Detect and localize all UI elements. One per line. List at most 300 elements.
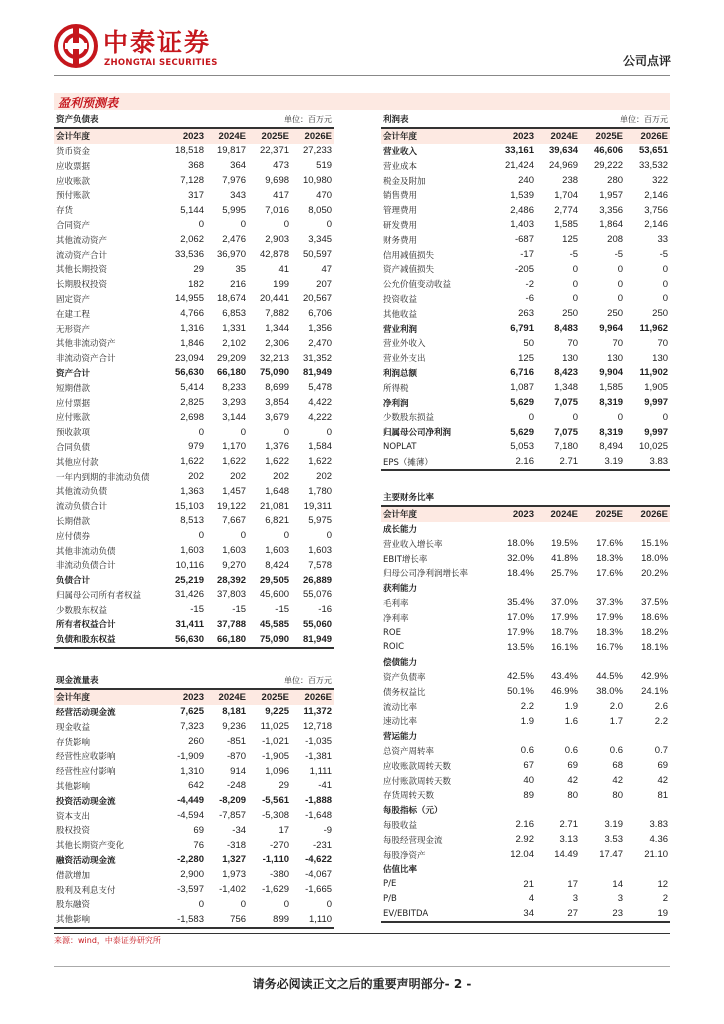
income-statement-cell: 208 — [607, 234, 624, 246]
balance-sheet-cell: 202 — [230, 471, 247, 483]
income-statement-cell: 2,486 — [510, 204, 534, 216]
income-statement-row-label: 营业收入 — [383, 146, 418, 157]
financial-ratios-row-label: 速动比率 — [383, 717, 418, 728]
balance-sheet-cell: 56,630 — [164, 632, 206, 648]
income-statement-row — [381, 203, 670, 218]
balance-sheet-row-label: 归属母公司所有者权益 — [56, 590, 142, 601]
income-statement-cell: 53,651 — [638, 145, 669, 157]
financial-ratios-cell: 50.1% — [507, 686, 534, 698]
income-statement-column-header: 会计年度 — [381, 128, 492, 144]
income-statement-row-label: 财务费用 — [383, 235, 418, 246]
cash-flow-cell: -4,067 — [305, 869, 333, 881]
financial-ratios-cell — [580, 862, 625, 877]
income-statement-cell: 46,606 — [593, 145, 624, 157]
income-statement-cell: 0 — [617, 411, 624, 423]
balance-sheet-cell: 1,622 — [265, 456, 290, 468]
financial-ratios-cell — [625, 581, 670, 596]
income-statement-cell: 3,356 — [599, 204, 624, 216]
cash-flow-row-label: 股东融资 — [56, 900, 91, 911]
cash-flow-cell: 914 — [230, 765, 247, 777]
financial-ratios-row — [381, 625, 670, 640]
financial-ratios-cell: 16.7% — [596, 641, 623, 653]
income-statement-cell: 0 — [662, 411, 669, 423]
cash-flow-row — [54, 734, 334, 749]
financial-ratios-cell — [580, 655, 625, 670]
financial-ratios-cell: 37.0% — [551, 597, 578, 609]
balance-sheet-row — [54, 425, 334, 440]
cash-flow-cell: -4,594 — [177, 810, 204, 822]
cash-flow-cell: -1,665 — [305, 884, 333, 896]
income-statement-cell: 70 — [567, 337, 579, 349]
financial-ratios-cell: 21.10 — [644, 849, 669, 861]
income-statement-cell: 10,025 — [638, 441, 669, 453]
income-statement-cell: 2.16 — [492, 454, 536, 470]
balance-sheet-row-label: 在建工程 — [56, 309, 91, 320]
balance-sheet-table — [54, 112, 334, 649]
financial-ratios-cell: 4.36 — [649, 834, 669, 846]
cash-flow-cell: -380 — [270, 869, 290, 881]
income-statement-cell: 9,997 — [644, 397, 669, 409]
income-statement-row-label: 税金及附加 — [383, 176, 426, 187]
financial-ratios-cell: 20.2% — [641, 567, 669, 579]
income-statement-row-label: 资产减值损失 — [383, 265, 435, 276]
income-statement-row-label: 净利润 — [383, 398, 409, 409]
income-statement-row-label: 研发费用 — [383, 220, 418, 231]
financial-ratios-cell: 3.19 — [604, 819, 623, 831]
balance-sheet-row — [54, 410, 334, 425]
financial-ratios-row-label: 每股指标（元） — [383, 806, 443, 817]
financial-ratios-cell: 17.9% — [551, 612, 578, 624]
balance-sheet-row — [54, 173, 334, 188]
balance-sheet-cell: 343 — [230, 189, 247, 201]
balance-sheet-cell: 56,630 — [174, 367, 204, 379]
balance-sheet-cell: 29,505 — [259, 574, 290, 586]
balance-sheet-row — [54, 632, 334, 648]
balance-sheet-cell: 9,270 — [222, 559, 247, 571]
income-statement-row — [381, 144, 670, 159]
cash-flow-table — [54, 673, 334, 929]
financial-ratios-cell — [580, 522, 625, 537]
balance-sheet-cell: 0 — [198, 530, 204, 542]
cash-flow-cell: 12,718 — [302, 721, 333, 733]
income-statement-table — [381, 112, 670, 471]
financial-ratios-cell: 2.0 — [609, 701, 623, 713]
income-statement-cell: 280 — [607, 175, 624, 187]
financial-ratios-cell: 13.5% — [507, 641, 534, 653]
balance-sheet-cell: 9,698 — [265, 175, 290, 187]
cash-flow-header-row — [54, 689, 334, 705]
income-statement-cell: 33,532 — [638, 160, 669, 172]
financial-ratios-cell: 19 — [625, 906, 670, 922]
balance-sheet-cell: 6,706 — [308, 308, 333, 320]
balance-sheet-row-label: 货币资金 — [56, 146, 91, 157]
financial-ratios-cell: 1.7 — [609, 715, 623, 727]
balance-sheet-row — [54, 262, 334, 277]
financial-ratios-cell: 14.49 — [554, 849, 578, 861]
cash-flow-cell: 1,973 — [222, 869, 247, 881]
cash-flow-cell: -231 — [313, 839, 333, 851]
balance-sheet-row — [54, 558, 334, 573]
balance-sheet-cell: 4,422 — [308, 397, 333, 409]
balance-sheet-row-label: 非流动负债合计 — [56, 561, 116, 572]
financial-ratios-cell: 80 — [567, 789, 578, 801]
income-statement-cell: -6 — [525, 293, 534, 305]
balance-sheet-cell: 20,441 — [259, 293, 290, 305]
cash-flow-cell: -8,209 — [219, 795, 247, 807]
balance-sheet-cell: 368 — [188, 160, 204, 172]
cash-flow-cell: 11,372 — [303, 706, 333, 718]
cash-flow-cell: -1,381 — [305, 750, 333, 762]
cash-flow-cell: 11,025 — [260, 721, 290, 733]
balance-sheet-column-header: 2026E — [291, 128, 334, 144]
balance-sheet-cell: 2,102 — [222, 337, 247, 349]
income-statement-column-header: 2026E — [625, 128, 670, 144]
income-statement-cell: 250 — [652, 308, 669, 320]
balance-sheet-cell: 1,603 — [265, 545, 290, 556]
balance-sheet-cell: 31,352 — [302, 352, 333, 364]
financial-ratios-cell: 0.6 — [520, 745, 534, 757]
income-statement-cell: -687 — [514, 234, 534, 246]
balance-sheet-row-label: 其他流动负债 — [56, 487, 108, 498]
balance-sheet-cell: 0 — [198, 219, 204, 231]
balance-sheet-row-label: 应付票据 — [56, 398, 91, 409]
financial-ratios-row-label: 净利率 — [383, 613, 409, 624]
financial-ratios-row — [381, 788, 670, 803]
balance-sheet-cell: -15 — [190, 604, 204, 616]
cash-flow-cell: 17 — [278, 824, 290, 836]
cash-flow-row-label: 借款增加 — [56, 870, 91, 881]
balance-sheet-cell: 1,603 — [222, 545, 247, 556]
income-statement-cell: 24,969 — [548, 160, 579, 172]
balance-sheet-row — [54, 469, 334, 484]
financial-ratios-cell: 40 — [523, 775, 534, 787]
balance-sheet-row-label: 其他应付款 — [56, 457, 99, 468]
financial-ratios-cell — [625, 522, 670, 537]
income-statement-row-label: 利润总额 — [383, 368, 418, 379]
balance-sheet-row-label: 长期股权投资 — [56, 280, 108, 291]
cash-flow-unit: 单位：百万元 — [248, 673, 334, 689]
balance-sheet-cell: 18,518 — [174, 145, 204, 157]
financial-ratios-row-label: ROE — [383, 627, 401, 638]
cash-flow-cell: -1,402 — [219, 884, 247, 896]
income-statement-cell: 9,997 — [644, 426, 669, 438]
income-statement-row-label: 管理费用 — [383, 206, 418, 217]
cash-flow-cell: 7,323 — [180, 721, 204, 733]
balance-sheet-cell: 22,371 — [259, 145, 290, 157]
financial-ratios-row-label: 应付账款周转天数 — [383, 776, 452, 787]
cash-flow-row — [54, 867, 334, 882]
balance-sheet-cell: 19,817 — [216, 145, 247, 157]
financial-ratios-cell: 89 — [523, 789, 534, 801]
cash-flow-cell: -5,308 — [262, 810, 290, 822]
page-header — [0, 0, 724, 90]
balance-sheet-cell: 0 — [326, 219, 333, 231]
financial-ratios-cell: 42.5% — [507, 671, 534, 683]
balance-sheet-row — [54, 440, 334, 455]
balance-sheet-cell: 207 — [316, 278, 333, 290]
cash-flow-row — [54, 882, 334, 897]
balance-sheet-cell: 1,331 — [222, 323, 247, 335]
financial-ratios-cell: 17.6% — [596, 567, 623, 579]
financial-ratios-cell: 37.5% — [641, 597, 669, 609]
financial-ratios-cell: 17.9% — [507, 627, 534, 639]
balance-sheet-cell: 216 — [230, 278, 247, 290]
financial-ratios-row-label: 成长能力 — [383, 524, 418, 535]
income-statement-cell: 0 — [572, 263, 579, 275]
balance-sheet-cell: 1,780 — [308, 485, 333, 497]
balance-sheet-row — [54, 395, 334, 410]
cash-flow-column-header: 2024E — [206, 689, 248, 705]
balance-sheet-cell: 1,622 — [180, 456, 204, 468]
balance-sheet-cell: 26,889 — [302, 574, 333, 586]
balance-sheet-cell: 199 — [273, 278, 290, 290]
financial-ratios-cell: 4 — [528, 893, 534, 905]
financial-ratios-cell: 18.0% — [507, 538, 534, 550]
income-statement-cell: 1,585 — [599, 382, 624, 394]
income-statement-cell: 1,864 — [599, 219, 624, 231]
cash-flow-row-label: 股权投资 — [56, 826, 91, 837]
income-statement-cell: 7,075 — [554, 426, 579, 438]
cash-flow-row — [54, 912, 334, 928]
cash-flow-cell: -870 — [227, 750, 247, 762]
cash-flow-cell: 0 — [326, 898, 333, 910]
balance-sheet-cell: 5,995 — [222, 204, 247, 216]
page-footer: 请务必阅读正文之后的重要声明部分- 2 - — [252, 977, 472, 991]
income-statement-cell: 322 — [652, 175, 669, 187]
income-statement-cell: 130 — [652, 352, 669, 364]
balance-sheet-row — [54, 158, 334, 173]
financial-ratios-header-row — [381, 506, 670, 522]
balance-sheet-cell: 20,567 — [302, 293, 333, 305]
financial-ratios-cell: 18.3% — [596, 553, 623, 565]
balance-sheet-cell: 4,766 — [180, 308, 204, 320]
balance-sheet-row-label: 合同资产 — [56, 220, 91, 231]
financial-ratios-cell — [492, 803, 536, 818]
income-statement-row-label: 少数股东损益 — [383, 413, 435, 424]
income-statement-row-label: NOPLAT — [383, 441, 417, 452]
balance-sheet-cell: 0 — [198, 426, 204, 438]
balance-sheet-row — [54, 380, 334, 395]
financial-ratios-cell: 25.7% — [551, 567, 578, 579]
income-statement-row — [381, 336, 670, 351]
cash-flow-row — [54, 705, 334, 720]
balance-sheet-cell: 0 — [326, 530, 333, 542]
balance-sheet-row — [54, 366, 334, 381]
financial-ratios-cell: 42 — [612, 775, 623, 787]
financial-ratios-cell: 44.5% — [596, 671, 623, 683]
balance-sheet-row-label: 应付账款 — [56, 413, 91, 424]
financial-ratios-row — [381, 536, 670, 551]
balance-sheet-cell: 7,128 — [180, 175, 204, 187]
income-statement-column-header: 2023 — [492, 128, 536, 144]
balance-sheet-cell: 1,363 — [180, 485, 204, 497]
financial-ratios-cell — [536, 655, 580, 670]
financial-ratios-cell — [492, 862, 536, 877]
financial-ratios-cell: 19.5% — [551, 538, 578, 550]
balance-sheet-row-label: 一年内到期的非流动负债 — [56, 472, 150, 483]
balance-sheet-unit: 单位：百万元 — [248, 112, 334, 128]
balance-sheet-cell: 202 — [188, 471, 204, 483]
cash-flow-cell: -4,449 — [177, 795, 204, 807]
income-statement-cell: 0 — [572, 411, 579, 423]
cash-flow-row — [54, 823, 334, 838]
financial-ratios-row — [381, 758, 670, 773]
financial-ratios-cell: 3.83 — [649, 819, 669, 831]
balance-sheet-cell: 2,062 — [180, 234, 204, 246]
income-statement-cell: 1,403 — [510, 219, 534, 231]
income-statement-row — [381, 306, 670, 321]
income-statement-title-row — [381, 112, 670, 128]
document-type: 公司点评 — [622, 54, 671, 68]
income-statement-cell: 0 — [662, 293, 669, 305]
income-statement-row-label: 信用减值损失 — [383, 250, 435, 261]
balance-sheet-cell: 3,144 — [222, 411, 247, 423]
financial-ratios-row — [381, 699, 670, 714]
cash-flow-cell: 2,900 — [180, 869, 204, 881]
financial-ratios-cell: 2.2 — [654, 715, 669, 727]
income-statement-row — [381, 380, 670, 395]
financial-ratios-row — [381, 596, 670, 611]
cash-flow-row — [54, 749, 334, 764]
cash-flow-row-label: 投资活动现金流 — [56, 796, 116, 807]
financial-ratios-row-label: EV/EBITDA — [381, 906, 492, 922]
financial-ratios-row-label: 总资产周转率 — [383, 746, 435, 757]
income-statement-unit: 单位：百万元 — [580, 112, 670, 128]
financial-ratios-cell: 15.1% — [641, 538, 669, 550]
balance-sheet-row — [54, 484, 334, 499]
financial-ratios-cell: 1.9 — [564, 701, 578, 713]
balance-sheet-cell: 27,233 — [302, 145, 333, 157]
financial-ratios-cell — [492, 522, 536, 537]
balance-sheet-cell: 10,116 — [175, 559, 204, 571]
financial-ratios-cell: 17.0% — [507, 612, 534, 624]
balance-sheet-cell: 8,513 — [180, 515, 204, 527]
balance-sheet-row-label: 少数股东权益 — [56, 605, 108, 616]
income-statement-row — [381, 425, 670, 440]
cash-flow-cell: 69 — [193, 824, 204, 836]
balance-sheet-cell: 47 — [321, 263, 333, 275]
balance-sheet-cell: 5,414 — [180, 382, 204, 394]
balance-sheet-cell: 979 — [188, 441, 204, 453]
financial-ratios-row — [381, 684, 670, 699]
balance-sheet-column-header: 2025E — [248, 128, 291, 144]
income-statement-row — [381, 321, 670, 336]
balance-sheet-row — [54, 292, 334, 307]
cash-flow-cell: -34 — [232, 824, 247, 836]
balance-sheet-row-label: 非流动资产合计 — [56, 354, 116, 365]
financial-ratios-row — [381, 832, 670, 847]
cash-flow-row — [54, 793, 334, 808]
financial-ratios-cell: 16.1% — [551, 641, 578, 653]
balance-sheet-cell: 3,679 — [265, 411, 290, 423]
cash-flow-cell: -1,583 — [164, 912, 206, 928]
income-statement-row — [381, 277, 670, 292]
income-statement-row-label: 营业利润 — [383, 324, 418, 335]
income-statement-cell: 3,756 — [644, 204, 669, 216]
balance-sheet-cell: 470 — [316, 189, 333, 201]
balance-sheet-cell: 0 — [240, 530, 247, 542]
financial-ratios-row — [381, 714, 670, 729]
financial-ratios-cell — [625, 655, 670, 670]
balance-sheet-row — [54, 588, 334, 603]
balance-sheet-row — [54, 454, 334, 469]
financial-ratios-cell: 37.3% — [596, 597, 623, 609]
financial-ratios-row-label: 归母公司净利润增长率 — [383, 569, 469, 580]
financial-ratios-cell: 81 — [657, 789, 669, 801]
balance-sheet-row — [54, 573, 334, 588]
cash-flow-cell: -3,597 — [177, 884, 204, 896]
income-statement-row-label: 公允价值变动收益 — [383, 280, 452, 291]
financial-ratios-cell — [625, 729, 670, 744]
income-statement-cell: 7,180 — [554, 441, 579, 453]
cash-flow-row — [54, 808, 334, 823]
balance-sheet-row — [54, 602, 334, 617]
balance-sheet-cell: 14,955 — [174, 293, 204, 305]
income-statement-row — [381, 218, 670, 233]
balance-sheet-cell: 0 — [240, 426, 247, 438]
balance-sheet-cell: 81,949 — [291, 632, 334, 648]
cash-flow-column-header: 会计年度 — [54, 689, 164, 705]
balance-sheet-cell: 0 — [240, 219, 247, 231]
cash-flow-cell: 1,111 — [309, 765, 333, 777]
financial-ratios-row-label: 营业收入增长率 — [383, 539, 443, 550]
balance-sheet-cell: 0 — [283, 426, 290, 438]
balance-sheet-cell: 2,698 — [180, 411, 204, 423]
income-statement-cell: 0 — [617, 263, 624, 275]
cash-flow-column-header: 2026E — [291, 689, 334, 705]
balance-sheet-cell: 8,050 — [308, 204, 333, 216]
balance-sheet-cell: 31,411 — [175, 618, 204, 630]
balance-sheet-row-label: 固定资产 — [56, 294, 91, 305]
balance-sheet-cell: 7,976 — [222, 175, 247, 187]
financial-ratios-row-label: 存货周转天数 — [383, 791, 435, 802]
cash-flow-row-label: 存货影响 — [56, 737, 91, 748]
cash-flow-cell: 1,310 — [180, 765, 204, 777]
financial-ratios-row-label: 流动比率 — [383, 702, 418, 713]
financial-ratios-row — [381, 906, 670, 922]
balance-sheet-cell: 66,180 — [216, 367, 247, 379]
financial-ratios-cell: 32.0% — [507, 553, 534, 565]
income-statement-row-label: 销售费用 — [383, 191, 418, 202]
financial-ratios-cell: 17.9% — [596, 612, 623, 624]
header-divider — [54, 75, 670, 76]
logo-english-name: ZHONGTAI SECURITIES — [104, 58, 218, 68]
balance-sheet-row-label: 资产合计 — [56, 368, 91, 379]
balance-sheet-cell: -15 — [232, 604, 247, 616]
balance-sheet-row-label: 负债合计 — [56, 576, 91, 587]
income-statement-cell: 0 — [572, 293, 579, 305]
financial-ratios-column-header: 2025E — [580, 506, 625, 522]
cash-flow-cell: -41 — [318, 780, 333, 792]
balance-sheet-row — [54, 617, 334, 632]
balance-sheet-cell: 1,648 — [265, 485, 290, 497]
financial-ratios-row — [381, 551, 670, 566]
balance-sheet-cell: 45,585 — [259, 618, 290, 630]
cash-flow-cell: -1,648 — [305, 810, 333, 822]
balance-sheet-cell: 7,882 — [265, 308, 290, 320]
cash-flow-cell: 899 — [248, 912, 291, 928]
financial-ratios-row-label: 获利能力 — [383, 584, 418, 595]
income-statement-row-label: 归属母公司净利润 — [383, 428, 452, 439]
income-statement-row — [381, 410, 670, 425]
financial-ratios-cell: 12 — [657, 878, 669, 890]
balance-sheet-cell: 18,674 — [216, 293, 247, 305]
balance-sheet-cell: 6,821 — [265, 515, 290, 527]
balance-sheet-cell: 7,578 — [308, 559, 333, 571]
financial-ratios-row-label: ROIC — [383, 642, 405, 653]
financial-ratios-cell: 38.0% — [596, 686, 623, 698]
income-statement-cell: 8,423 — [554, 367, 579, 379]
